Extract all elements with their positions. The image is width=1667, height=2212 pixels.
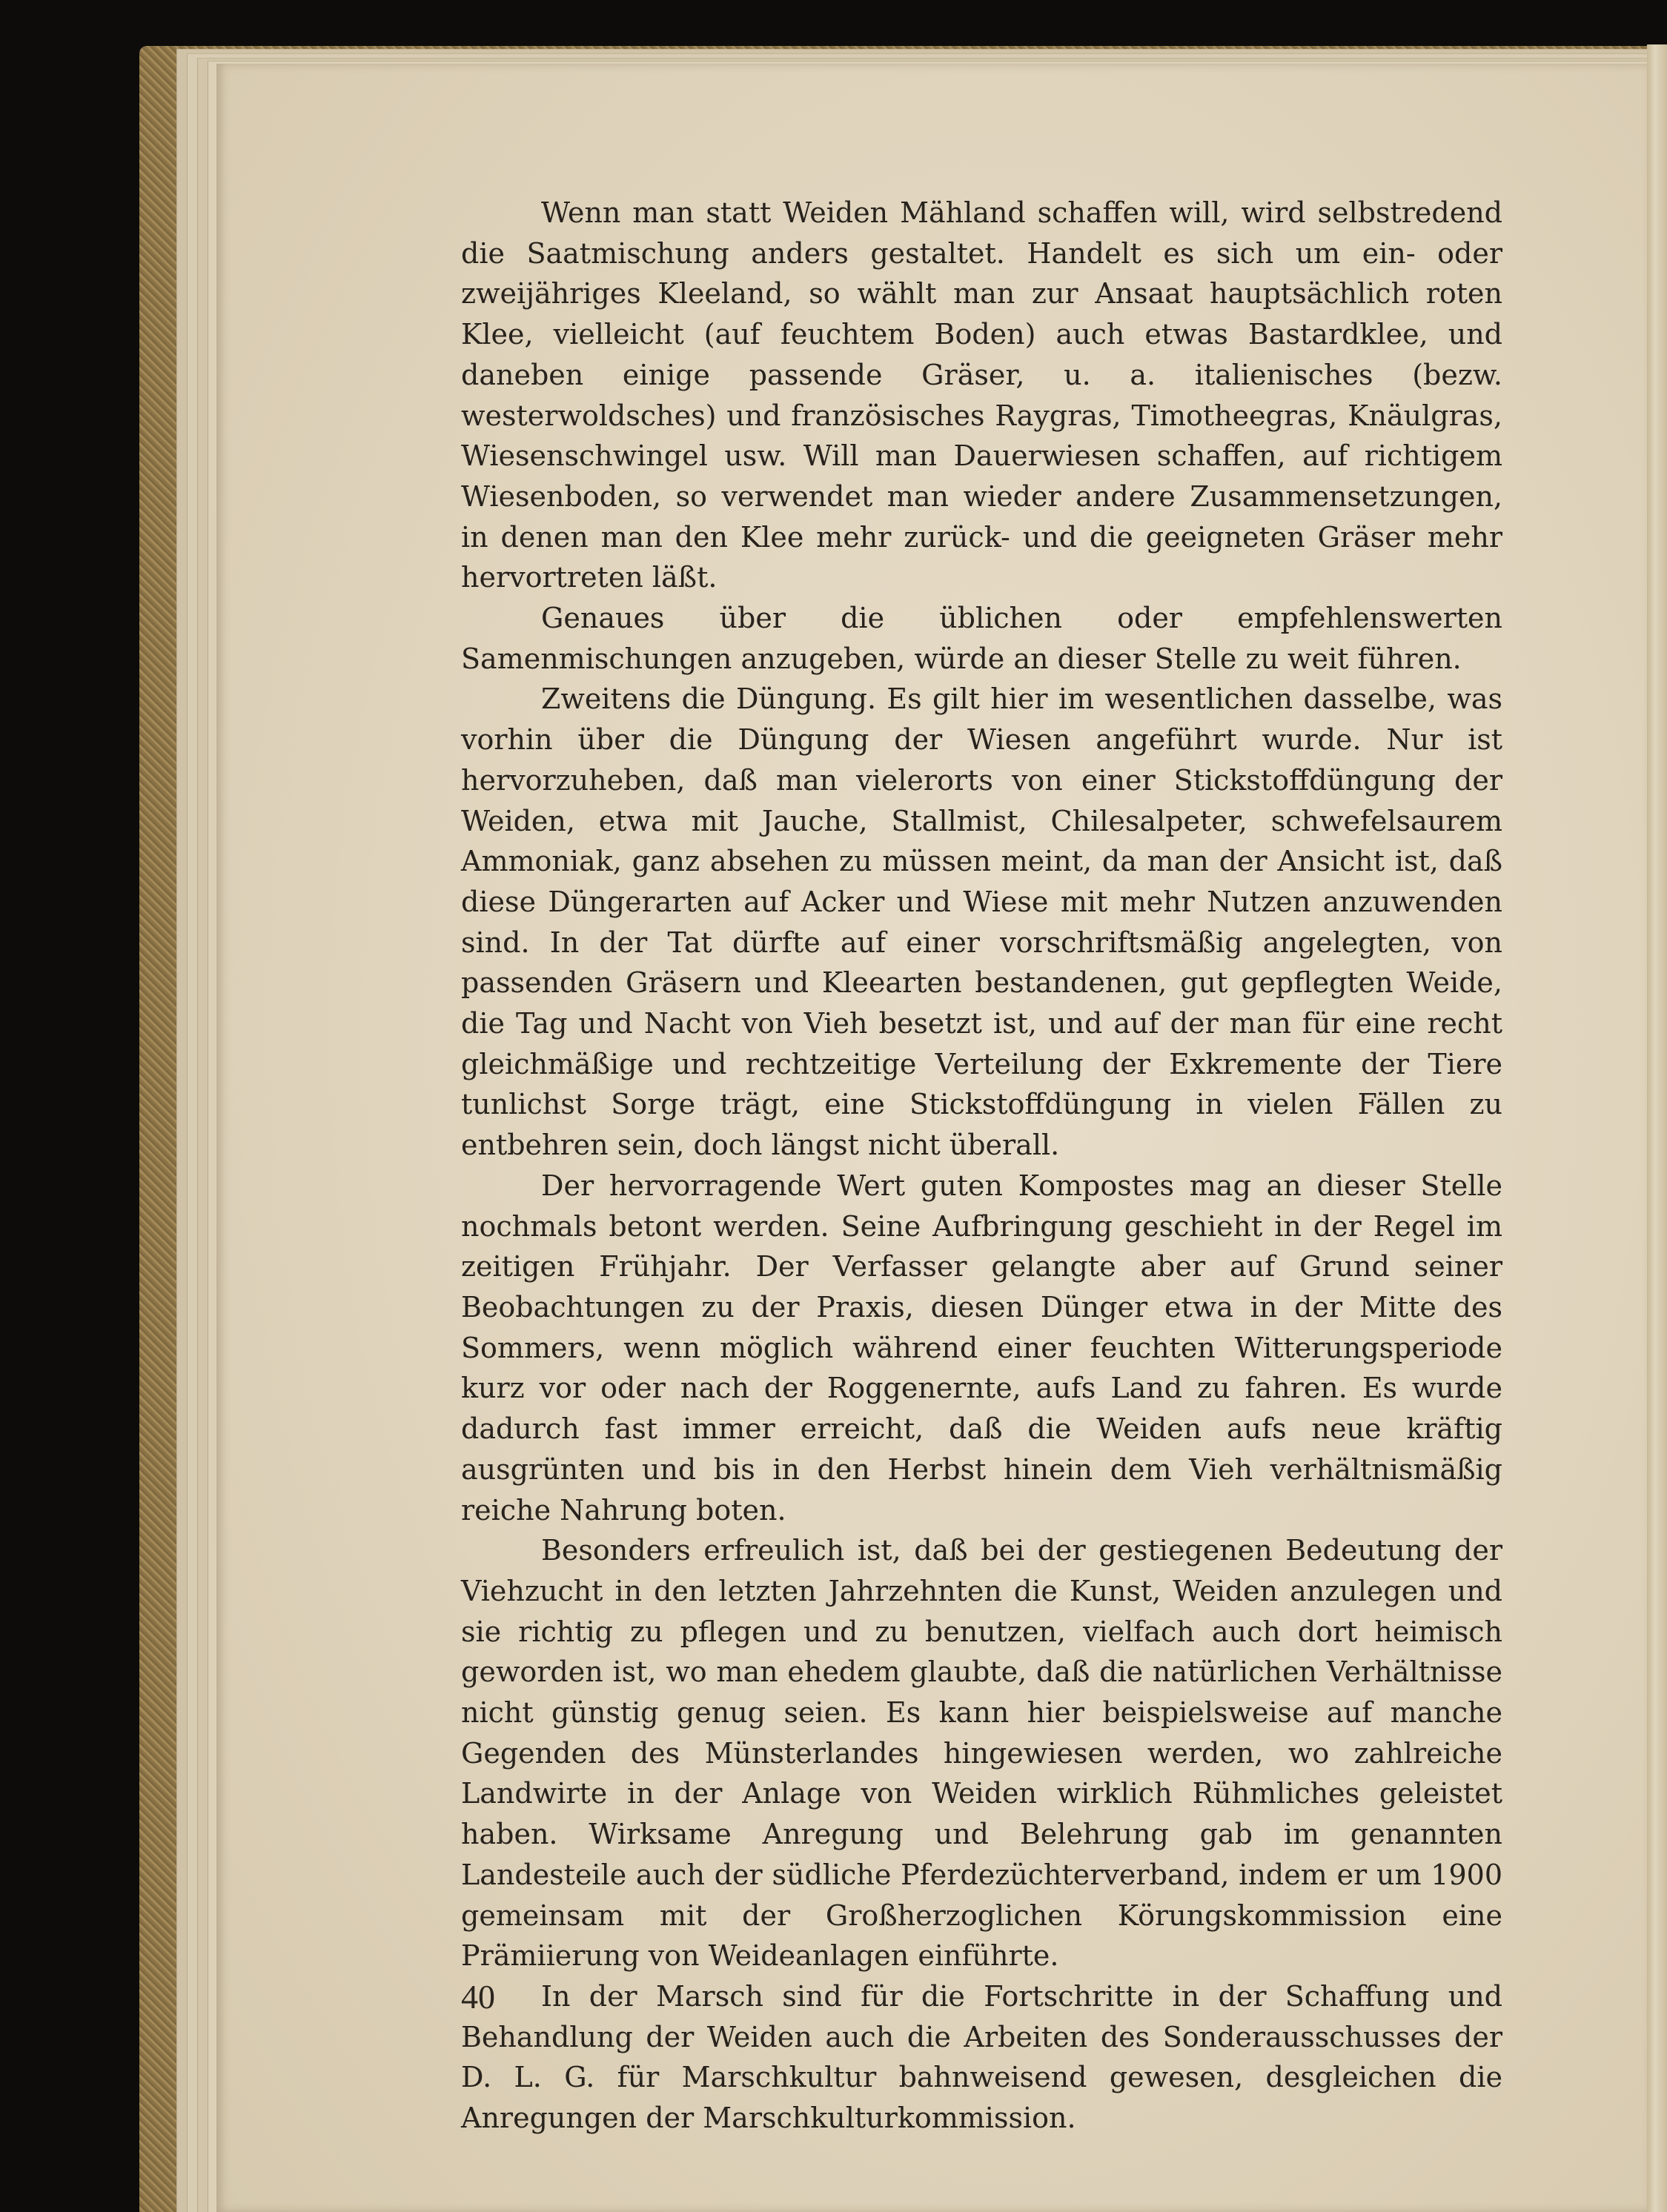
paragraph: Besonders erfreulich ist, daß bei der gestiegenen Bedeutung der Viehzucht in den letzten Jahrzehnten die Kunst, Weiden anzulegen und sie richtig zu pflegen und zu benutzen, vielfach auch dort heimisch geworden ist, wo man ehedem glaubte, daß die natürlichen Verhältnisse nicht günstig genug seien. Es kann hier beispielsweise auf manche Gegenden des Münsterlandes hingewiesen werden, wo zahlreiche Landwirte in der Anlage von Weiden wirklich Rühmliches geleistet haben. Wirksame Anregung und Belehrung gab im genannten Landesteile auch der südliche Pferdezüchterverband, indem er um 1900 gemeinsam mit der Großherzoglichen Körungskommission eine Prämiierung von Weideanlagen einführte. [461, 1534, 1502, 1973]
paragraph: Zweitens die Düngung. Es gilt hier im wesentlichen dasselbe, was vorhin über die Düngung der Wiesen angeführt wurde. Nur ist hervorzuheben, daß man vielerorts von einer Stickstoffdüngung der Weiden, etwa mit Jauche, Stallmist, Chilesalpeter, schwefelsaurem Ammoniak, ganz absehen zu müssen meint, da man der Ansicht ist, daß diese Düngerarten auf Acker und Wiese mit mehr Nutzen anzuwenden sind. In der Tat dürfte auf einer vorschriftsmäßig angelegten, von passenden Gräsern und Kleearten bestandenen, gut gepflegten Weide, die Tag und Nacht von Vieh besetzt ist, und auf der man für eine recht gleichmäßige und rechtzeitige Verteilung der Exkremente der Tiere tunlichst Sorge trägt, eine Stickstoffdüngung in vielen Fällen zu entbehren sein, doch längst nicht überall. [461, 682, 1502, 1162]
paragraph: Wenn man statt Weiden Mähland schaffen will, wird selbstredend die Saatmischung anders gestaltet. Handelt es sich um ein- oder zweijähriges Kleeland, so wählt man zur Ansaat hauptsächlich roten Klee, vielleicht (auf feuchtem Boden) auch etwas Bastardklee, und daneben einige passende Gräser, u. a. italienisches (bezw. westerwoldsches) und französisches Raygras, Timotheegras, Knäulgras, Wiesenschwingel usw. Will man Dauerwiesen schaffen, auf richtigem Wiesenboden, so verwendet man wieder andere Zusammensetzungen, in denen man den Klee mehr zurück- und die geeigneten Gräser mehr hervortreten läßt. [461, 196, 1502, 594]
paragraph: Genaues über die üblichen oder empfehlenswerten Samenmischungen anzugeben, würde an dieser Stelle zu weit führen. [461, 602, 1502, 675]
body-text [461, 193, 1502, 2139]
paragraph: Der hervorragende Wert guten Kompostes mag an dieser Stelle nochmals betont werden. Seine Aufbringung geschieht in der Regel im zeitigen Frühjahr. Der Verfasser gelangte aber auf Grund seiner Beobachtungen zu der Praxis, diesen Dünger etwa in der Mitte des Sommers, wenn möglich während einer feuchten Witterungsperiode kurz vor oder nach der Roggenernte, aufs Land zu fahren. Es wurde dadurch fast immer erreicht, daß die Weiden aufs neue kräftig ausgrünten und bis in den Herbst hinein dem Vieh verhältnismäßig reiche Nahrung boten. [461, 1169, 1502, 1527]
page-number: 40 [461, 1978, 495, 2016]
paragraph: In der Marsch sind für die Fortschritte in der Schaffung und Behandlung der Weiden auch die Arbeiten des Sonderausschusses der D. L. G. für Marschkultur bahnweisend gewesen, desgleichen die Anregungen der Marschkulturkommission. [461, 1979, 1502, 2135]
right-page-stack [1647, 44, 1667, 2212]
